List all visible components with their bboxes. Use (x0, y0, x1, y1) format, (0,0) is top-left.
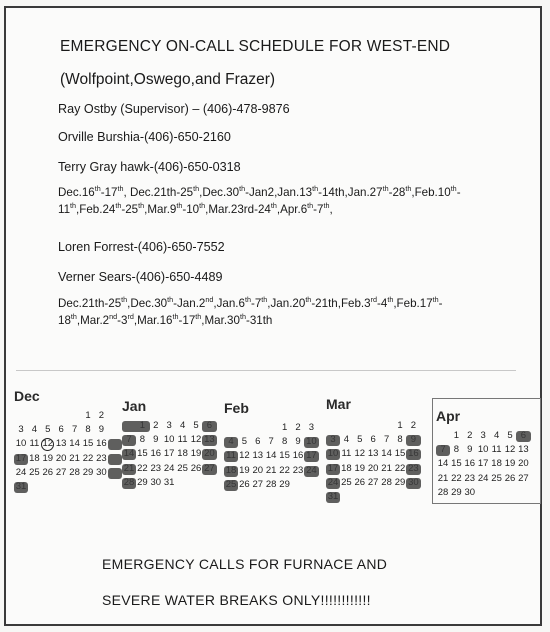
calendar-day: 2 (153, 420, 159, 431)
calendar-day: 8 (397, 434, 403, 446)
calendar-day: 13 (367, 448, 379, 460)
calendar-day: 8 (85, 424, 91, 436)
marker-highlight (122, 421, 150, 432)
calendar-day: 21 (381, 462, 392, 474)
marker-highlight (202, 449, 216, 460)
calendar-day: 2 (467, 430, 473, 441)
calendar-day: 24 (163, 462, 175, 474)
calendar-day: 11 (29, 438, 40, 450)
contact-supervisor: Ray Ostby (Supervisor) – (406)-478-9876 (58, 102, 290, 116)
month-name-jan: Jan (122, 398, 147, 414)
calendar-day: 24 (477, 472, 489, 484)
calendar-day: 29 (137, 476, 148, 488)
calendar-day: 23 (150, 462, 162, 474)
calendar-day: 21 (265, 464, 277, 476)
calendar-day: 1 (397, 420, 403, 431)
page-subtitle: (Wolfpoint,Oswego,and Frazer) (60, 71, 276, 88)
calendar-day: 8 (453, 444, 460, 456)
calendar-day: 4 (493, 430, 500, 441)
calendar-day: 25 (29, 466, 40, 478)
calendar-day: 16 (464, 458, 476, 470)
calendar-day: 11 (491, 444, 502, 456)
calendar-day: 20 (518, 458, 529, 470)
marker-highlight (406, 449, 420, 460)
marker-highlight (202, 435, 216, 446)
calendar-day: 22 (451, 472, 462, 484)
calendar-day: 16 (96, 438, 107, 450)
calendar-day: 20 (252, 464, 264, 476)
calendar-day: 15 (394, 448, 406, 460)
calendar-day: 12 (239, 450, 250, 462)
calendar-day: 18 (491, 458, 502, 470)
calendar-day: 21 (437, 472, 449, 484)
calendar-day: 5 (193, 420, 199, 431)
calendar-day: 28 (381, 476, 392, 488)
month-name-apr: Apr (436, 408, 461, 424)
calendar-day: 4 (343, 434, 350, 446)
calendar-day: 14 (381, 448, 392, 460)
calendar-day: 27 (367, 476, 379, 488)
schedule-group-a: Dec.16th-17th, Dec.21th-25th,Dec.30th-Jan2,Jan.13th-14th,Jan.27th-28th,Feb.10th-11th,Feb.24th-25th,Mar.9th-10th,Mar.23rd-24th,Apr.6th-7th, (58, 184, 461, 216)
calendar-day: 11 (341, 448, 352, 460)
page-title: EMERGENCY ON-CALL SCHEDULE FOR WEST-END (60, 38, 451, 55)
calendar-day: 28 (437, 486, 449, 498)
marker-highlight (326, 464, 340, 475)
marker-highlight (326, 449, 340, 460)
calendar-day: 4 (179, 420, 186, 431)
marker-highlight (326, 478, 340, 489)
calendar-day: 25 (341, 476, 352, 488)
calendar-day: 19 (504, 458, 516, 470)
calendar-day: 9 (467, 444, 473, 456)
calendar-day: 29 (451, 486, 462, 498)
calendar-day: 10 (477, 444, 489, 456)
calendar-day: 27 (518, 472, 529, 484)
calendar-day: 19 (354, 462, 366, 474)
calendar-day: 12 (354, 448, 366, 460)
calendar-day: 5 (241, 436, 248, 448)
calendar-day: 14 (69, 438, 80, 450)
calendar-day: 2 (98, 410, 105, 421)
calendar-day: 23 (96, 452, 107, 464)
contact-terry: Terry Gray hawk-(406)-650-0318 (58, 160, 241, 174)
calendar-day: 30 (96, 466, 107, 478)
calendar-day: 5 (507, 430, 513, 441)
calendar-day: 1 (85, 410, 91, 421)
calendar-day: 30 (150, 476, 162, 488)
calendar-day: 10 (15, 438, 27, 450)
marker-highlight (224, 437, 238, 448)
marker-highlight (304, 466, 318, 477)
calendar-day: 25 (177, 462, 188, 474)
calendar-day: 27 (252, 478, 264, 490)
calendar-day: 3 (308, 422, 315, 433)
calendar-day: 12 (42, 438, 54, 450)
calendar-day: 27 (55, 466, 67, 478)
calendar-day: 19 (239, 464, 250, 476)
calendar-day: 12 (504, 444, 516, 456)
calendar-day: 26 (504, 472, 516, 484)
calendar-strip (6, 8, 544, 628)
calendar-day: 9 (295, 436, 301, 448)
calendar-day: 14 (437, 458, 449, 470)
calendar-day: 9 (153, 434, 159, 446)
calendar-day: 13 (55, 438, 67, 450)
footer-line-2: SEVERE WATER BREAKS ONLY!!!!!!!!!!!! (102, 592, 371, 608)
calendar-day: 22 (394, 462, 406, 474)
marker-highlight (326, 435, 340, 446)
schedule-group-b: Dec.21th-25th,Dec.30th-Jan.2nd,Jan.6th-7th,Jan.20th-21th,Feb.3rd-4th,Feb.17th-18th,Mar.2nd-3rd,Mar.16th-17th,Mar.30th-31th (58, 295, 443, 327)
calendar-day: 20 (55, 452, 67, 464)
marker-highlight (122, 435, 136, 446)
calendar-day: 26 (354, 476, 366, 488)
marker-highlight (406, 435, 420, 446)
marker-highlight (304, 437, 318, 448)
calendar-day: 15 (451, 458, 462, 470)
calendar-day: 6 (255, 436, 261, 448)
calendar-day: 2 (410, 420, 417, 431)
marker-highlight (224, 451, 238, 462)
marker-highlight (14, 454, 28, 465)
calendar-day: 18 (29, 452, 40, 464)
calendar-day: 14 (265, 450, 277, 462)
calendar-day: 30 (464, 486, 476, 498)
calendar-day: 17 (163, 448, 175, 460)
calendar-day: 2 (295, 422, 301, 433)
calendar-day: 29 (394, 476, 406, 488)
marker-highlight (202, 421, 216, 432)
calendar-day: 23 (464, 472, 476, 484)
marker-highlight (122, 478, 136, 489)
calendar-day: 22 (137, 462, 148, 474)
marker-highlight (14, 482, 28, 493)
calendar-day: 3 (166, 420, 172, 431)
calendar-day: 18 (341, 462, 352, 474)
calendar-day: 3 (480, 430, 486, 441)
calendar-day: 7 (268, 436, 274, 448)
calendar-day: 31 (163, 476, 175, 488)
marker-highlight (436, 445, 450, 456)
calendar-day: 17 (477, 458, 489, 470)
calendar-day: 1 (281, 422, 288, 433)
calendar-day: 19 (190, 448, 202, 460)
calendar-day: 28 (69, 466, 80, 478)
marker-highlight (326, 492, 340, 503)
marker-highlight (224, 466, 238, 477)
marker-highlight (202, 464, 216, 475)
calendar-day: 5 (45, 424, 51, 436)
calendar-day: 12 (190, 434, 202, 446)
marker-highlight (108, 439, 122, 450)
calendar-day: 1 (453, 430, 460, 441)
calendar-day: 26 (239, 478, 250, 490)
calendar-day: 24 (15, 466, 27, 478)
calendar-day: 25 (491, 472, 502, 484)
calendar-day: 10 (163, 434, 175, 446)
calendar-day: 29 (82, 466, 94, 478)
calendar-day: 16 (292, 450, 304, 462)
marker-highlight (406, 478, 420, 489)
calendar-day: 20 (367, 462, 379, 474)
footer-line-1: EMERGENCY CALLS FOR FURNACE AND (102, 556, 388, 572)
marker-highlight (406, 464, 420, 475)
calendar-day: 7 (383, 434, 390, 446)
contact-loren: Loren Forrest-(406)-650-7552 (58, 240, 225, 254)
calendar-day: 21 (69, 452, 80, 464)
calendar-day: 9 (98, 424, 105, 436)
calendar-day: 6 (58, 424, 64, 436)
calendar-day: 28 (265, 478, 277, 490)
calendar-day: 22 (82, 452, 94, 464)
calendar-day: 15 (137, 448, 148, 460)
calendar-day: 22 (279, 464, 290, 476)
calendar-day: 15 (279, 450, 290, 462)
calendar-day: 8 (139, 434, 146, 446)
contact-verner: Verner Sears-(406)-650-4489 (58, 270, 223, 284)
calendar-day: 16 (150, 448, 162, 460)
marker-highlight (108, 468, 122, 479)
calendar-day: 13 (252, 450, 264, 462)
month-name-dec: Dec (14, 388, 40, 404)
marker-highlight (304, 451, 318, 462)
calendar-day: 29 (279, 478, 290, 490)
calendar-day: 26 (42, 466, 54, 478)
month-name-mar: Mar (326, 396, 351, 412)
calendar-day: 4 (31, 424, 38, 436)
calendar-day: 6 (370, 434, 376, 446)
calendar-day: 18 (177, 448, 188, 460)
calendar-day: 26 (190, 462, 202, 474)
calendar-day: 19 (42, 452, 54, 464)
marker-highlight (122, 464, 136, 475)
marker-highlight (122, 449, 136, 460)
calendar-day: 7 (71, 424, 78, 436)
calendar-day: 13 (518, 444, 529, 456)
marker-highlight (224, 480, 238, 491)
calendar-day: 23 (292, 464, 304, 476)
calendar-day: 15 (82, 438, 94, 450)
contact-orville: Orville Burshia-(406)-650-2160 (58, 130, 231, 144)
calendar-day: 5 (357, 434, 363, 446)
calendar-day: 11 (177, 434, 188, 446)
schedule-document (4, 6, 542, 626)
calendar-day: 3 (18, 424, 24, 436)
month-name-feb: Feb (224, 400, 249, 416)
calendar-day: 8 (281, 436, 288, 448)
marker-highlight (108, 454, 122, 465)
marker-highlight (516, 431, 530, 442)
